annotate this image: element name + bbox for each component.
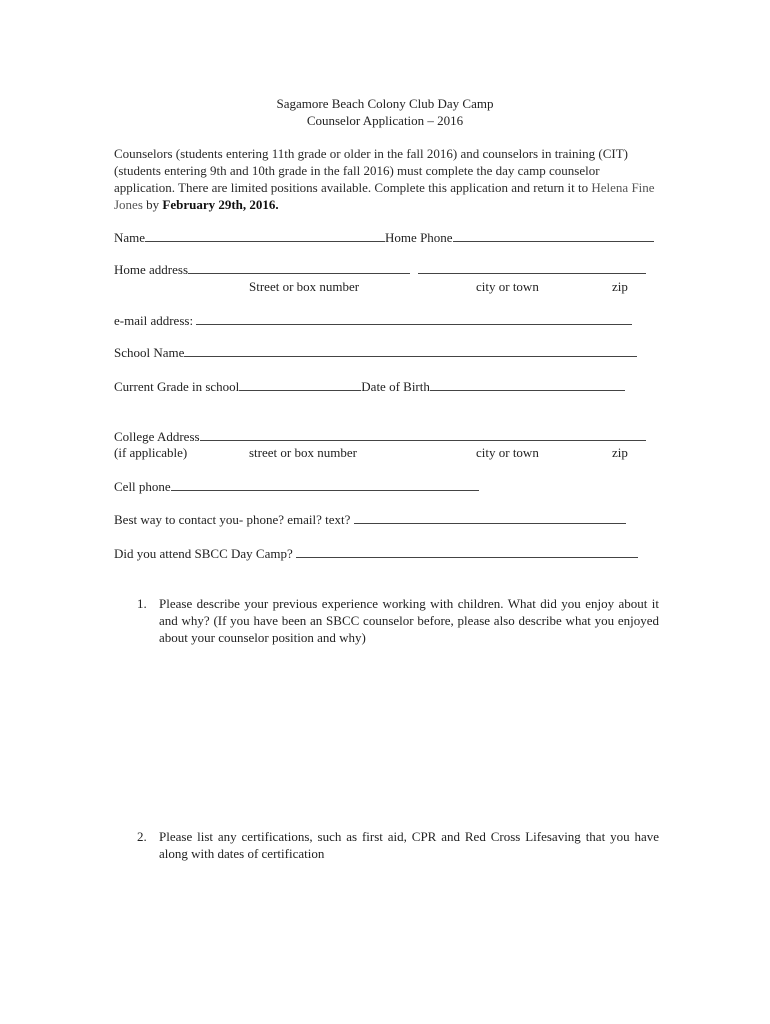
school-name-field[interactable] [184, 345, 637, 357]
home-address-label: Home address [114, 262, 189, 277]
if-applicable-label: (if applicable) [114, 445, 188, 460]
form-title-line-2: Counselor Application – 2016 [306, 113, 464, 128]
question-number: 1. [137, 596, 147, 611]
current-grade-label: Current Grade in school [114, 379, 240, 394]
attended-label: Did you attend SBCC Day Camp? [114, 546, 296, 561]
home-phone-field[interactable] [453, 230, 654, 242]
school-name-label: School Name [114, 345, 185, 360]
college-street-sublabel: street or box number [249, 445, 357, 460]
name-field[interactable] [145, 230, 385, 242]
question-1 [137, 595, 659, 646]
college-address-label: College Address [114, 429, 200, 444]
name-label: Name [114, 230, 146, 245]
attended-row [114, 546, 638, 562]
email-label: e-mail address: [114, 313, 197, 328]
question-2 [137, 828, 659, 862]
attended-field[interactable] [296, 546, 638, 558]
contact-way-label: Best way to contact you- phone? email? text? [114, 512, 354, 527]
cell-phone-field[interactable] [171, 479, 479, 491]
dob-field[interactable] [430, 379, 625, 391]
dob-label: Date of Birth [361, 379, 430, 394]
school-name-row [114, 345, 637, 361]
college-address-field[interactable] [200, 429, 646, 441]
college-address-row [114, 429, 646, 445]
question-2-answer-area[interactable] [159, 870, 659, 1010]
grade-dob-row [114, 379, 625, 395]
street-sublabel: Street or box number [249, 279, 360, 294]
intro-paragraph [114, 145, 659, 213]
form-title-line-1: Sagamore Beach Colony Club Day Camp [276, 96, 494, 111]
contact-name: Helena Fine Jones [114, 180, 655, 212]
cell-phone-row [114, 479, 479, 495]
zip-sublabel: zip [612, 279, 628, 294]
name-row [114, 230, 654, 246]
home-address-city-zip-field[interactable] [418, 262, 646, 274]
deadline: February 29th, 2016. [162, 197, 279, 212]
question-1-answer-area[interactable] [159, 660, 659, 810]
email-field[interactable] [196, 313, 632, 325]
college-city-sublabel: city or town [476, 445, 539, 460]
question-number: 2. [137, 829, 147, 844]
home-phone-label: Home Phone [385, 230, 453, 245]
email-row [114, 313, 632, 329]
question-text: Please describe your previous experience working with children. What did you enjoy about it and why? (If you have been an SBCC counselor before, please also describe what you enjoyed about your counselor position and why) [159, 596, 659, 645]
home-address-row [114, 262, 646, 278]
home-address-street-field[interactable] [188, 262, 410, 274]
intro-by: by [142, 197, 163, 212]
question-text: Please list any certifications, such as first aid, CPR and Red Cross Lifesaving that you have along with dates of certification [159, 829, 659, 861]
college-zip-sublabel: zip [612, 445, 628, 460]
contact-way-row [114, 512, 626, 528]
city-sublabel: city or town [476, 279, 539, 294]
current-grade-field[interactable] [239, 379, 361, 391]
intro-text: Counselors (students entering 11th grade or older in the fall 2016) and counselors in training (CIT) (students entering 9th and 10th grade in the fall 2016) must complete the day camp counselor application. There are limited positions available. Complete this application and return it to [114, 146, 628, 195]
cell-phone-label: Cell phone [114, 479, 171, 494]
contact-way-field[interactable] [354, 512, 626, 524]
